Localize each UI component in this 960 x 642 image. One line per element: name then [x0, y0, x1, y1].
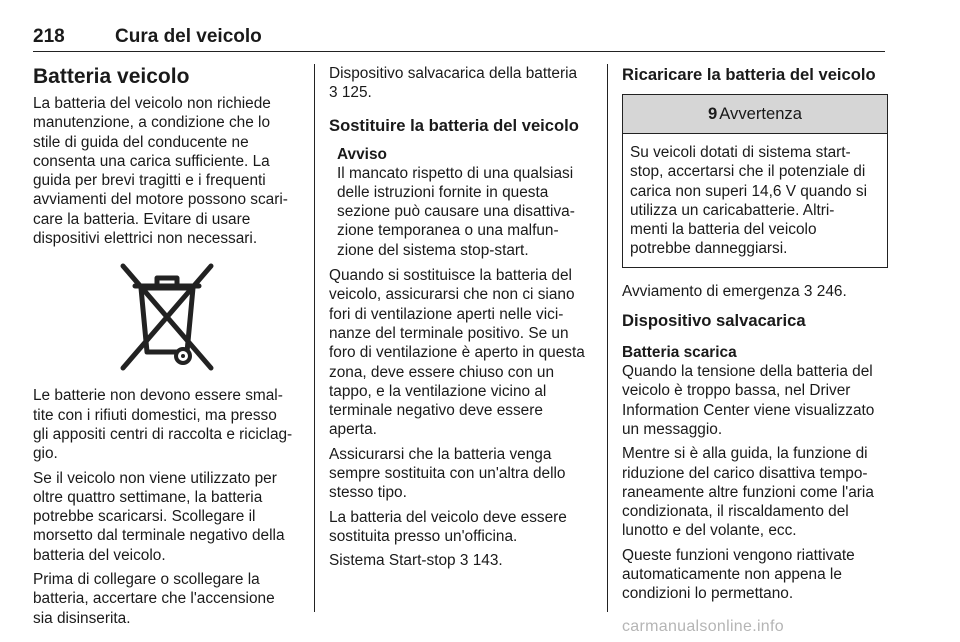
- header-divider: [33, 51, 885, 52]
- warning-title: Avvertenza: [719, 104, 802, 123]
- text-line: oltre quattro settimane, la batteria: [33, 488, 263, 506]
- text-line: guida per brevi tragitti e i frequenti: [33, 172, 266, 190]
- paragraph: [329, 64, 594, 103]
- text-line: gli appositi centri di raccolta e riciclag-: [33, 425, 293, 443]
- text-line: Avviamento di emergenza 3 246.: [622, 282, 847, 300]
- note-block: [329, 145, 594, 260]
- text-line: riduzione del carico disattiva tempo-: [622, 464, 868, 482]
- text-line: care la batteria. Evitare di usare: [33, 210, 251, 228]
- text-line: Information Center viene visualizzato: [622, 401, 875, 419]
- column-divider: [607, 64, 608, 612]
- text-line: carica non superi 14,6 V quando si: [630, 182, 867, 200]
- text-line: Su veicoli dotati di sistema start-: [630, 144, 851, 161]
- text-line: batteria, accertare che l'accensione: [33, 590, 275, 608]
- text-line: Le batterie non devono essere smal-: [33, 387, 283, 405]
- text-line: Quando la tensione della batteria del: [622, 363, 873, 381]
- text-line: zione temporanea o una malfun-: [337, 222, 559, 240]
- section-heading-battery: Batteria veicolo: [33, 65, 190, 88]
- text-line: sia disinserita.: [33, 609, 131, 627]
- page-title: Cura del veicolo: [115, 26, 262, 47]
- warning-header: [623, 95, 887, 134]
- text-line: stop, accertarsi che il potenziale di: [630, 163, 866, 181]
- text-line: manutenzione, a condizione che lo: [33, 114, 271, 132]
- paragraph: [622, 444, 890, 540]
- recycle-illustration: [33, 260, 301, 378]
- note-text: [337, 164, 594, 260]
- text-line: batteria del veicolo.: [33, 546, 166, 564]
- text-line: zione del sistema stop-start.: [337, 241, 529, 259]
- text-line: Il mancato rispetto di una qualsiasi: [337, 164, 574, 182]
- paragraph: [329, 508, 594, 547]
- text-line: foro di ventilazione è aperto in questa: [329, 344, 585, 362]
- text-line: sezione può causare una disattiva-: [337, 203, 575, 221]
- text-line: sostituita presso un'officina.: [329, 527, 518, 545]
- text-line: 3 125.: [329, 84, 372, 102]
- paragraph: [33, 386, 301, 463]
- watermark: carmanualsonline.info: [622, 618, 784, 635]
- text-line: stile di guida del conducente ne: [33, 133, 249, 151]
- warning-text: [623, 134, 887, 267]
- paragraph: [329, 445, 594, 503]
- text-line: automaticamente non appena le: [622, 566, 842, 584]
- crossed-out-wheelie-bin-icon: [117, 260, 217, 378]
- text-line: nanze del terminale positivo. Se un: [329, 324, 569, 342]
- text-line: gio.: [33, 445, 58, 463]
- text-line: Sistema Start-stop 3 143.: [329, 552, 503, 570]
- paragraph: [329, 266, 594, 440]
- column-2: [329, 64, 594, 576]
- text-line: zona, deve essere chiuso con un: [329, 363, 555, 381]
- text-line: raneamente altre funzioni come l'aria: [622, 483, 874, 501]
- paragraph: [622, 362, 890, 439]
- column-1: [33, 64, 301, 633]
- text-line: terminale negativo deve essere: [329, 402, 543, 420]
- text-line: aperta.: [329, 421, 377, 439]
- text-line: sempre sostituita con un'altra dello: [329, 465, 566, 483]
- text-line: condizioni lo permettano.: [622, 585, 794, 603]
- text-line: stesso tipo.: [329, 484, 407, 502]
- text-line: Prima di collegare o scollegare la: [33, 571, 260, 589]
- note-title: Avviso: [337, 145, 387, 163]
- paragraph: [33, 570, 301, 628]
- text-line: Mentre si è alla guida, la funzione di: [622, 445, 868, 463]
- page-header: [33, 24, 885, 54]
- text-line: dispositivi elettrici non necessari.: [33, 230, 258, 248]
- text-line: consenta una carica sufficiente. La: [33, 152, 270, 170]
- text-line: un messaggio.: [622, 420, 723, 438]
- paragraph: [329, 551, 594, 570]
- paragraph: [622, 546, 890, 604]
- text-line: Assicurarsi che la batteria venga: [329, 445, 552, 463]
- section-heading-charger: Dispositivo salvacarica: [622, 311, 806, 331]
- paragraph: [33, 94, 301, 248]
- sub-heading-discharged: Batteria scarica: [622, 344, 737, 362]
- text-line: delle istruzioni fornite in questa: [337, 183, 549, 201]
- text-line: Quando si sostituisce la batteria del: [329, 267, 572, 285]
- paragraph: [33, 469, 301, 565]
- text-line: veicolo è troppo bassa, nel Driver: [622, 382, 851, 400]
- paragraph: [622, 282, 890, 301]
- text-line: La batteria del veicolo non richiede: [33, 95, 271, 112]
- text-line: potrebbe danneggiarsi.: [630, 240, 788, 258]
- text-line: menti la batteria del veicolo: [630, 221, 817, 239]
- text-line: fori di ventilazione aperti nelle vici-: [329, 305, 564, 323]
- warning-icon: 9: [708, 104, 718, 123]
- text-line: condizionata, il riscaldamento del: [622, 503, 849, 521]
- text-line: Dispositivo salvacarica della batteria: [329, 65, 578, 82]
- text-line: tappo, e la ventilazione vicino al: [329, 382, 547, 400]
- text-line: utilizza un caricabatterie. Altri-: [630, 201, 835, 219]
- text-line: Se il veicolo non viene utilizzato per: [33, 469, 277, 487]
- column-divider: [314, 64, 315, 612]
- column-3: [622, 64, 890, 609]
- page-number: 218: [33, 26, 65, 47]
- text-line: Queste funzioni vengono riattivate: [622, 546, 855, 564]
- section-heading-recharge: Ricaricare la batteria del veicolo: [622, 65, 876, 84]
- text-line: La batteria del veicolo deve essere: [329, 508, 567, 526]
- text-line: potrebbe scaricarsi. Scollegare il: [33, 508, 256, 526]
- warning-box: [622, 94, 888, 268]
- text-line: morsetto dal terminale negativo della: [33, 527, 285, 545]
- text-line: lunotto e del volante, ecc.: [622, 522, 797, 540]
- text-line: tite con i rifiuti domestici, ma presso: [33, 406, 277, 424]
- section-heading-replace: Sostituire la batteria del veicolo: [329, 115, 579, 135]
- text-line: veicolo, assicurarsi che non ci siano: [329, 286, 575, 304]
- text-line: avviamenti del motore possono scari-: [33, 191, 288, 209]
